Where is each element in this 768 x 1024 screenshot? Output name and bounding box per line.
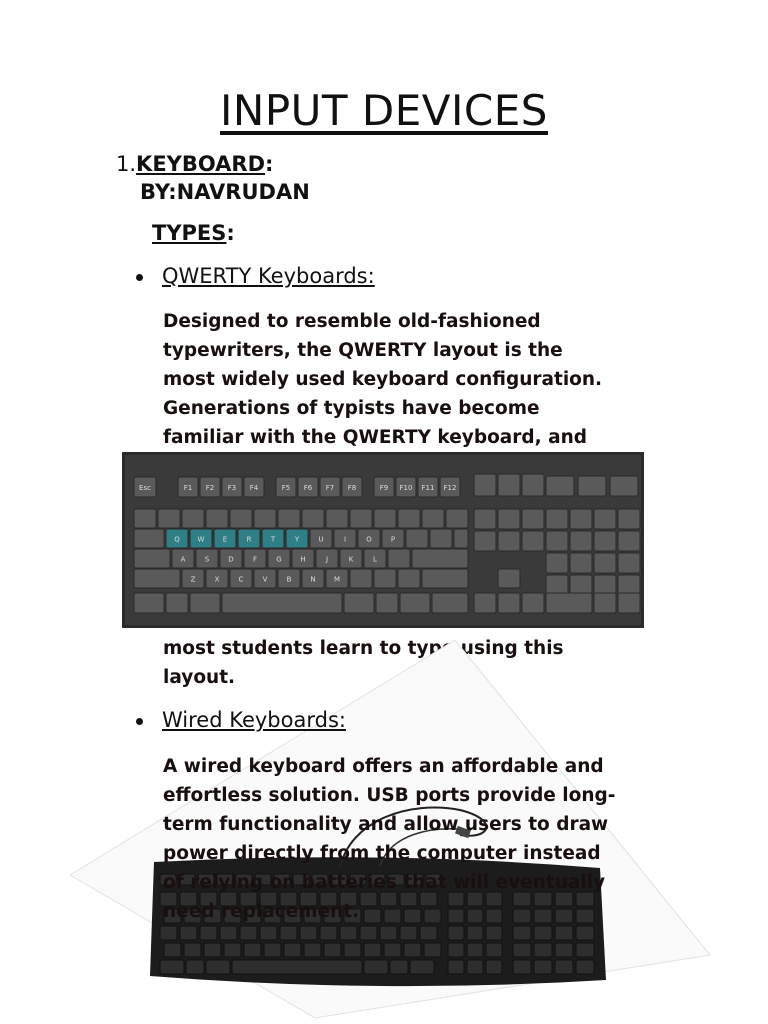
keycap <box>380 926 397 940</box>
keycap <box>534 926 552 940</box>
keycap-label: F4 <box>249 484 259 492</box>
section-number: 1. <box>116 152 137 176</box>
paragraph-line: Generations of typists have become <box>163 398 540 419</box>
keycap <box>206 509 228 528</box>
keycap-label: X <box>214 575 220 584</box>
keycap <box>546 553 568 573</box>
keycap <box>474 474 496 496</box>
paragraph-line: most widely used keyboard configuration. <box>163 369 603 390</box>
keycap <box>398 569 420 588</box>
keycap <box>467 926 483 940</box>
keycap <box>388 549 410 568</box>
keycap-label: F8 <box>347 484 357 492</box>
keycap-label: F9 <box>379 484 389 492</box>
keycap <box>618 509 640 529</box>
keycap <box>384 943 401 957</box>
keycap <box>182 509 204 528</box>
keycap <box>184 943 201 957</box>
keycap <box>555 960 573 974</box>
keycap <box>406 529 428 548</box>
keycap <box>498 593 520 613</box>
keycap <box>304 943 321 957</box>
keycap <box>422 569 468 588</box>
keycap <box>498 531 520 551</box>
keycap <box>324 943 341 957</box>
keycap <box>513 960 531 974</box>
paragraph-line: most students learn to type using this <box>163 638 564 659</box>
keycap <box>134 593 164 613</box>
keycap <box>618 531 640 551</box>
keycap <box>160 960 184 974</box>
keycap <box>546 509 568 529</box>
keycap <box>432 593 468 613</box>
keycap-label: Z <box>190 575 196 584</box>
keycap <box>190 593 220 613</box>
keycap <box>546 531 568 551</box>
keycap-label: A <box>180 555 186 564</box>
keycap <box>594 531 616 551</box>
paragraph-line: A wired keyboard offers an affordable and <box>163 756 604 777</box>
types-heading-text: TYPES <box>152 221 227 245</box>
keycap <box>222 593 342 613</box>
keycap-label: T <box>270 535 276 544</box>
bullet-label-qwerty: QWERTY Keyboards: <box>162 264 375 288</box>
keycap <box>374 569 396 588</box>
keycap <box>448 960 464 974</box>
keycap <box>486 943 502 957</box>
keycap <box>422 509 444 528</box>
keycap <box>134 529 164 548</box>
keycap <box>454 529 468 548</box>
keycap <box>498 569 520 588</box>
keycap <box>546 575 568 595</box>
paragraph-line: typewriters, the QWERTY layout is the <box>163 340 563 361</box>
keycap <box>344 943 361 957</box>
keycap-label: F <box>252 555 258 564</box>
keycap-label: F6 <box>303 484 313 492</box>
keycap <box>594 593 616 613</box>
keycap <box>410 960 434 974</box>
keycap <box>240 926 257 940</box>
keycap <box>398 509 420 528</box>
keycap <box>302 509 324 528</box>
keycap <box>364 960 388 974</box>
keycap-label: B <box>286 575 292 584</box>
keycap <box>430 529 452 548</box>
bullet-label-wired: Wired Keyboards: <box>162 708 346 732</box>
keycap <box>474 593 496 613</box>
paragraph-line: need replacement. <box>163 901 360 922</box>
keycap <box>555 926 573 940</box>
keycap <box>220 926 237 940</box>
keycap <box>498 509 520 529</box>
section-heading-colon: : <box>265 152 274 176</box>
keycap <box>534 943 552 957</box>
keycap-label: Y <box>294 535 300 544</box>
keycap <box>340 926 357 940</box>
paragraph-line: effortless solution. USB ports provide long- <box>163 785 616 806</box>
keycap-label: C <box>238 575 244 584</box>
keycap-label: J <box>325 555 329 564</box>
bullet-dot <box>136 718 143 725</box>
keycap <box>166 593 188 613</box>
keycap <box>376 593 398 613</box>
keycap <box>420 926 437 940</box>
keycap <box>570 553 592 573</box>
page-title: INPUT DEVICES <box>220 86 548 135</box>
keycap-label: R <box>246 535 252 544</box>
keycap-label: F3 <box>227 484 237 492</box>
section-heading <box>116 152 273 176</box>
keycap <box>618 553 640 573</box>
keycap <box>350 569 372 588</box>
keycap <box>522 474 544 496</box>
keycap <box>326 509 348 528</box>
keycap <box>618 575 640 595</box>
keycap <box>206 960 230 974</box>
keycap <box>594 553 616 573</box>
qwerty-keyboard-image <box>122 452 644 628</box>
keycap <box>474 531 496 551</box>
keycap <box>244 943 261 957</box>
keycap <box>204 943 221 957</box>
keycap <box>570 575 592 595</box>
keycap <box>164 943 181 957</box>
keycap-label: O <box>366 535 372 544</box>
keycap <box>200 926 217 940</box>
keycap <box>284 943 301 957</box>
keycap <box>278 509 300 528</box>
keycap <box>232 960 362 974</box>
keycap-label: G <box>276 555 282 564</box>
keycap <box>344 593 374 613</box>
keycap <box>486 960 502 974</box>
paragraph-line: familiar with the QWERTY keyboard, and <box>163 427 587 448</box>
keycap <box>594 509 616 529</box>
keycap <box>576 943 594 957</box>
keycap-label: H <box>300 555 306 564</box>
bullet-dot <box>136 274 143 281</box>
paragraph-line: term functionality and allow users to draw <box>163 814 609 835</box>
section-heading-text: KEYBOARD <box>136 152 266 176</box>
keycap-label: I <box>343 535 347 544</box>
keycap-label: F7 <box>325 484 335 492</box>
keycap <box>522 531 544 551</box>
keycap <box>576 926 594 940</box>
keycap <box>467 960 483 974</box>
keycap <box>160 926 177 940</box>
keycap <box>360 926 377 940</box>
keycap <box>522 509 544 529</box>
keycap <box>576 960 594 974</box>
keycap <box>513 943 531 957</box>
keycap <box>180 926 197 940</box>
keycap <box>610 476 638 496</box>
keycap <box>578 476 606 496</box>
keycap <box>390 960 408 974</box>
keycap <box>618 593 640 613</box>
keycap <box>400 926 417 940</box>
keycap <box>594 575 616 595</box>
keycap <box>555 943 573 957</box>
keycap <box>446 509 468 528</box>
keycap <box>134 569 180 588</box>
author-line: BY:NAVRUDAN <box>140 180 310 204</box>
keycap <box>374 509 396 528</box>
keycap <box>254 509 276 528</box>
keycap <box>570 531 592 551</box>
keycap <box>534 960 552 974</box>
keycap-label: Q <box>174 535 180 544</box>
keycap <box>320 926 337 940</box>
keycap <box>224 943 241 957</box>
keycap <box>300 926 317 940</box>
keycap <box>424 943 441 957</box>
keycap <box>350 509 372 528</box>
keycap <box>412 549 468 568</box>
keycap-label: M <box>333 575 341 584</box>
keycap-label: F12 <box>443 484 457 492</box>
types-heading <box>152 221 235 245</box>
keycap <box>280 926 297 940</box>
keycap <box>404 943 421 957</box>
keycap <box>498 474 520 496</box>
qwerty-paragraph-top <box>163 307 683 452</box>
keycap-label: F10 <box>399 484 413 492</box>
keycap-label: F1 <box>183 484 193 492</box>
keycap-label: F2 <box>205 484 215 492</box>
keycap <box>467 943 483 957</box>
keycap-label: U <box>318 535 324 544</box>
keycap <box>486 926 502 940</box>
paragraph-line: layout. <box>163 667 236 688</box>
keycap-label: F5 <box>281 484 291 492</box>
keycap <box>260 926 277 940</box>
keycap <box>158 509 180 528</box>
keycap-label: E <box>222 535 228 544</box>
wired-paragraph <box>163 752 683 926</box>
keycap <box>264 943 281 957</box>
keycap <box>474 509 496 529</box>
keycap-label: D <box>228 555 234 564</box>
keycap-label: N <box>310 575 316 584</box>
keycap <box>230 509 252 528</box>
keycap <box>448 943 464 957</box>
keycap-label: W <box>197 535 205 544</box>
keycap-label: V <box>262 575 268 584</box>
keycap <box>400 593 430 613</box>
keycap <box>134 549 170 568</box>
keycap <box>570 509 592 529</box>
keycap <box>134 509 156 528</box>
keycap-label: P <box>390 535 396 544</box>
keycap <box>448 926 464 940</box>
keycap <box>186 960 204 974</box>
types-heading-colon: : <box>226 221 235 245</box>
keycap-label: F11 <box>421 484 435 492</box>
keycap-label: Esc <box>139 484 151 492</box>
keycap-label: S <box>204 555 210 564</box>
keycap <box>364 943 381 957</box>
keycap <box>546 593 592 613</box>
paragraph-line: Designed to resemble old-fashioned <box>163 311 541 332</box>
paragraph-line: power directly from the computer instead <box>163 843 601 864</box>
paragraph-line: of relying on batteries that will eventually <box>163 872 606 893</box>
keycap <box>522 593 544 613</box>
keycap-label: L <box>373 555 377 564</box>
keycap <box>546 476 574 496</box>
keycap <box>513 926 531 940</box>
keycap-label: K <box>348 555 354 564</box>
